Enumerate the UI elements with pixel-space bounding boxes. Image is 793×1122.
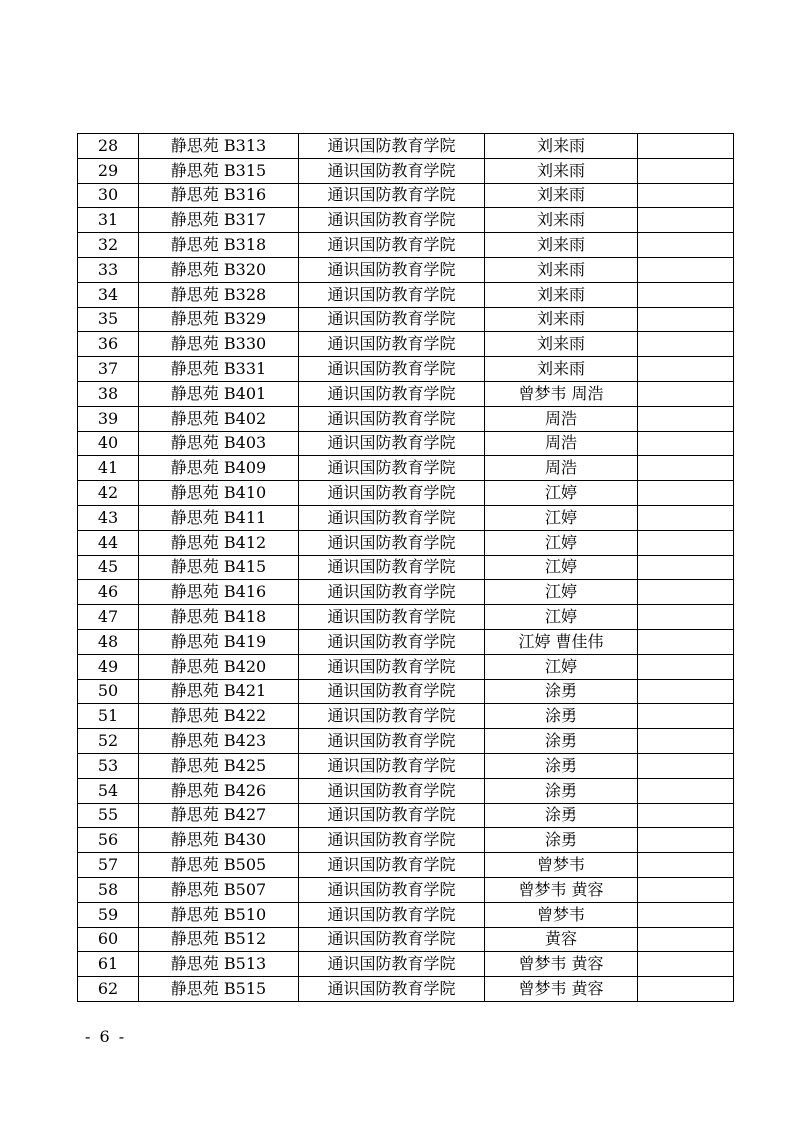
college-cell: 通识国防教育学院 [299,406,485,431]
college-cell: 通识国防教育学院 [299,381,485,406]
room-cell: 静思苑 B510 [139,902,299,927]
table-row [78,654,734,679]
row-number-cell: 41 [78,456,139,481]
college-cell: 通识国防教育学院 [299,183,485,208]
room-cell: 静思苑 B422 [139,704,299,729]
note-cell [638,629,734,654]
college-cell: 通识国防教育学院 [299,778,485,803]
note-cell [638,753,734,778]
person-in-charge-cell: 江婷 [485,555,638,580]
college-cell: 通识国防教育学院 [299,753,485,778]
college-cell: 通识国防教育学院 [299,505,485,530]
table-row [78,381,734,406]
note-cell [638,505,734,530]
row-number-cell: 55 [78,803,139,828]
person-in-charge-cell: 江婷 曹佳伟 [485,629,638,654]
college-cell: 通识国防教育学院 [299,977,485,1002]
college-cell: 通识国防教育学院 [299,952,485,977]
college-cell: 通识国防教育学院 [299,530,485,555]
college-cell: 通识国防教育学院 [299,828,485,853]
college-cell: 通识国防教育学院 [299,679,485,704]
college-cell: 通识国防教育学院 [299,134,485,159]
person-in-charge-cell: 江婷 [485,654,638,679]
room-cell: 静思苑 B330 [139,332,299,357]
person-in-charge-cell: 江婷 [485,530,638,555]
note-cell [638,233,734,258]
note-cell [638,282,734,307]
person-in-charge-cell: 刘来雨 [485,158,638,183]
note-cell [638,605,734,630]
row-number-cell: 29 [78,158,139,183]
person-in-charge-cell: 涂勇 [485,778,638,803]
person-in-charge-cell: 曾梦韦 周浩 [485,381,638,406]
note-cell [638,381,734,406]
room-cell: 静思苑 B313 [139,134,299,159]
person-in-charge-cell: 江婷 [485,580,638,605]
room-cell: 静思苑 B318 [139,233,299,258]
college-cell: 通识国防教育学院 [299,481,485,506]
college-cell: 通识国防教育学院 [299,233,485,258]
row-number-cell: 28 [78,134,139,159]
person-in-charge-cell: 曾梦韦 黄容 [485,952,638,977]
room-cell: 静思苑 B430 [139,828,299,853]
table-row [78,753,734,778]
person-in-charge-cell: 涂勇 [485,803,638,828]
room-cell: 静思苑 B427 [139,803,299,828]
row-number-cell: 58 [78,877,139,902]
person-in-charge-cell: 刘来雨 [485,332,638,357]
page-number: - 6 - [85,1027,127,1046]
college-cell: 通识国防教育学院 [299,654,485,679]
college-cell: 通识国防教育学院 [299,555,485,580]
college-cell: 通识国防教育学院 [299,927,485,952]
room-cell: 静思苑 B412 [139,530,299,555]
table-row [78,530,734,555]
person-in-charge-cell: 江婷 [485,505,638,530]
row-number-cell: 53 [78,753,139,778]
table-row [78,605,734,630]
note-cell [638,927,734,952]
room-cell: 静思苑 B419 [139,629,299,654]
note-cell [638,257,734,282]
college-cell: 通识国防教育学院 [299,257,485,282]
person-in-charge-cell: 曾梦韦 黄容 [485,977,638,1002]
person-in-charge-cell: 黄容 [485,927,638,952]
person-in-charge-cell: 刘来雨 [485,257,638,282]
room-cell: 静思苑 B423 [139,729,299,754]
table-row [78,555,734,580]
table-body [78,134,734,1002]
room-cell: 静思苑 B418 [139,605,299,630]
row-number-cell: 62 [78,977,139,1002]
note-cell [638,183,734,208]
table-row [78,704,734,729]
row-number-cell: 49 [78,654,139,679]
college-cell: 通识国防教育学院 [299,853,485,878]
person-in-charge-cell: 刘来雨 [485,282,638,307]
table-row [78,481,734,506]
table-row [78,853,734,878]
row-number-cell: 32 [78,233,139,258]
room-cell: 静思苑 B331 [139,357,299,382]
row-number-cell: 34 [78,282,139,307]
table-row [78,307,734,332]
note-cell [638,406,734,431]
room-cell: 静思苑 B426 [139,778,299,803]
table-row [78,357,734,382]
person-in-charge-cell: 刘来雨 [485,208,638,233]
person-in-charge-cell: 刘来雨 [485,307,638,332]
row-number-cell: 52 [78,729,139,754]
room-cell: 静思苑 B328 [139,282,299,307]
row-number-cell: 61 [78,952,139,977]
note-cell [638,679,734,704]
room-cell: 静思苑 B320 [139,257,299,282]
row-number-cell: 40 [78,431,139,456]
table-row [78,778,734,803]
person-in-charge-cell: 江婷 [485,605,638,630]
note-cell [638,729,734,754]
college-cell: 通识国防教育学院 [299,902,485,927]
table-row [78,729,734,754]
note-cell [638,530,734,555]
note-cell [638,481,734,506]
row-number-cell: 37 [78,357,139,382]
room-cell: 静思苑 B512 [139,927,299,952]
note-cell [638,580,734,605]
table-row [78,332,734,357]
row-number-cell: 43 [78,505,139,530]
note-cell [638,704,734,729]
room-cell: 静思苑 B507 [139,877,299,902]
person-in-charge-cell: 刘来雨 [485,134,638,159]
note-cell [638,456,734,481]
room-cell: 静思苑 B411 [139,505,299,530]
room-cell: 静思苑 B425 [139,753,299,778]
room-cell: 静思苑 B415 [139,555,299,580]
college-cell: 通识国防教育学院 [299,704,485,729]
note-cell [638,877,734,902]
table-row [78,803,734,828]
person-in-charge-cell: 刘来雨 [485,233,638,258]
college-cell: 通识国防教育学院 [299,877,485,902]
person-in-charge-cell: 曾梦韦 [485,853,638,878]
row-number-cell: 39 [78,406,139,431]
note-cell [638,902,734,927]
college-cell: 通识国防教育学院 [299,629,485,654]
note-cell [638,431,734,456]
room-cell: 静思苑 B410 [139,481,299,506]
row-number-cell: 48 [78,629,139,654]
note-cell [638,332,734,357]
table-row [78,257,734,282]
college-cell: 通识国防教育学院 [299,431,485,456]
table-row [78,828,734,853]
table-row [78,629,734,654]
note-cell [638,158,734,183]
person-in-charge-cell: 涂勇 [485,753,638,778]
table-row [78,208,734,233]
note-cell [638,853,734,878]
college-cell: 通识国防教育学院 [299,729,485,754]
college-cell: 通识国防教育学院 [299,456,485,481]
person-in-charge-cell: 涂勇 [485,704,638,729]
room-cell: 静思苑 B403 [139,431,299,456]
person-in-charge-cell: 周浩 [485,431,638,456]
room-cell: 静思苑 B316 [139,183,299,208]
table-row [78,282,734,307]
row-number-cell: 59 [78,902,139,927]
row-number-cell: 45 [78,555,139,580]
room-cell: 静思苑 B515 [139,977,299,1002]
room-cell: 静思苑 B513 [139,952,299,977]
row-number-cell: 50 [78,679,139,704]
person-in-charge-cell: 刘来雨 [485,183,638,208]
room-cell: 静思苑 B329 [139,307,299,332]
row-number-cell: 36 [78,332,139,357]
note-cell [638,654,734,679]
note-cell [638,778,734,803]
note-cell [638,952,734,977]
row-number-cell: 42 [78,481,139,506]
college-cell: 通识国防教育学院 [299,580,485,605]
college-cell: 通识国防教育学院 [299,803,485,828]
dormitory-table [77,133,734,1002]
note-cell [638,134,734,159]
row-number-cell: 54 [78,778,139,803]
person-in-charge-cell: 曾梦韦 [485,902,638,927]
table-row [78,456,734,481]
person-in-charge-cell: 涂勇 [485,729,638,754]
table-row [78,134,734,159]
row-number-cell: 35 [78,307,139,332]
room-cell: 静思苑 B421 [139,679,299,704]
row-number-cell: 31 [78,208,139,233]
person-in-charge-cell: 涂勇 [485,828,638,853]
note-cell [638,977,734,1002]
row-number-cell: 56 [78,828,139,853]
person-in-charge-cell: 周浩 [485,406,638,431]
note-cell [638,357,734,382]
college-cell: 通识国防教育学院 [299,208,485,233]
room-cell: 静思苑 B315 [139,158,299,183]
note-cell [638,803,734,828]
person-in-charge-cell: 刘来雨 [485,357,638,382]
row-number-cell: 57 [78,853,139,878]
table-row [78,431,734,456]
person-in-charge-cell: 周浩 [485,456,638,481]
room-cell: 静思苑 B420 [139,654,299,679]
college-cell: 通识国防教育学院 [299,357,485,382]
table-row [78,952,734,977]
table-row [78,877,734,902]
person-in-charge-cell: 曾梦韦 黄容 [485,877,638,902]
person-in-charge-cell: 涂勇 [485,679,638,704]
college-cell: 通识国防教育学院 [299,158,485,183]
room-cell: 静思苑 B402 [139,406,299,431]
table-row [78,158,734,183]
college-cell: 通识国防教育学院 [299,307,485,332]
college-cell: 通识国防教育学院 [299,332,485,357]
room-cell: 静思苑 B505 [139,853,299,878]
row-number-cell: 51 [78,704,139,729]
note-cell [638,828,734,853]
table-row [78,406,734,431]
note-cell [638,307,734,332]
room-cell: 静思苑 B409 [139,456,299,481]
room-cell: 静思苑 B416 [139,580,299,605]
table-row [78,183,734,208]
row-number-cell: 47 [78,605,139,630]
table-row [78,679,734,704]
row-number-cell: 60 [78,927,139,952]
college-cell: 通识国防教育学院 [299,282,485,307]
row-number-cell: 30 [78,183,139,208]
note-cell [638,208,734,233]
room-cell: 静思苑 B401 [139,381,299,406]
row-number-cell: 46 [78,580,139,605]
table-row [78,233,734,258]
row-number-cell: 38 [78,381,139,406]
note-cell [638,555,734,580]
row-number-cell: 44 [78,530,139,555]
table-row [78,977,734,1002]
person-in-charge-cell: 江婷 [485,481,638,506]
room-cell: 静思苑 B317 [139,208,299,233]
table-row [78,580,734,605]
table-row [78,927,734,952]
college-cell: 通识国防教育学院 [299,605,485,630]
table-row [78,902,734,927]
table-row [78,505,734,530]
row-number-cell: 33 [78,257,139,282]
